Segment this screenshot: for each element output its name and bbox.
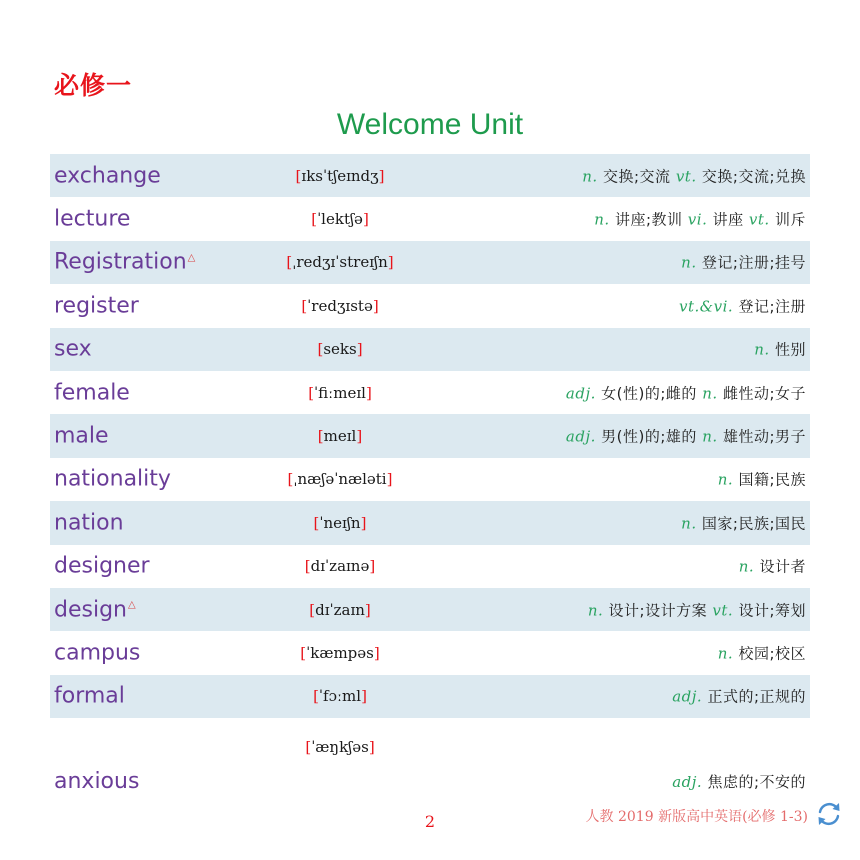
vocab-row <box>50 458 810 501</box>
phonetic <box>300 644 379 662</box>
phonetic-bracket: ] <box>361 687 367 706</box>
phonetic <box>308 384 372 402</box>
definition <box>594 209 806 230</box>
meaning-text: 雄性动;男子 <box>722 427 806 446</box>
triangle-marker-icon: △ <box>127 599 136 611</box>
part-of-speech: n. <box>754 340 770 359</box>
definition <box>566 426 806 447</box>
phonetic-bracket: [ <box>309 600 316 619</box>
phonetic <box>317 340 362 358</box>
meaning-text: 设计;筹划 <box>738 601 806 620</box>
phonetic-text: ˈfiːmeɪl <box>314 383 366 402</box>
part-of-speech: vt. <box>712 601 734 620</box>
phonetic <box>313 687 367 705</box>
phonetic <box>305 557 375 575</box>
phonetic <box>301 297 378 315</box>
part-of-speech: adj. <box>672 773 703 792</box>
vocab-row <box>50 284 810 327</box>
vocab-row <box>50 154 810 197</box>
meaning-text: 交换;交流;兑换 <box>701 167 806 186</box>
meaning-text: 国籍;民族 <box>738 470 806 489</box>
vocab-word <box>54 424 109 449</box>
definition <box>679 295 806 316</box>
part-of-speech: adj. <box>565 427 596 446</box>
meaning-text: 性别 <box>774 340 806 359</box>
phonetic-bracket: ] <box>356 427 363 446</box>
part-of-speech: n. <box>594 210 610 229</box>
phonetic-bracket: [ <box>313 687 319 706</box>
phonetic-bracket: ] <box>373 643 380 662</box>
word-text: nationality <box>54 466 171 492</box>
phonetic <box>314 514 367 532</box>
vocab-row <box>50 588 810 631</box>
vocab-word <box>54 640 140 665</box>
phonetic-bracket: ] <box>362 210 369 229</box>
word-text: nation <box>54 510 124 536</box>
part-of-speech: n. <box>702 384 718 403</box>
phonetic-text: dɪˈzaɪn <box>315 600 365 619</box>
phonetic <box>311 210 369 228</box>
word-text: Registration <box>54 249 187 275</box>
phonetic-text: ˈlektʃə <box>317 210 363 229</box>
word-text: anxious <box>54 769 140 795</box>
vocab-row <box>50 631 810 674</box>
meaning-text: 设计;设计方案 <box>608 601 708 620</box>
phonetic-bracket: [ <box>295 166 302 185</box>
phonetic-text: ˈæŋkʃəs <box>311 738 369 757</box>
definition <box>681 252 806 273</box>
word-text: register <box>54 293 139 319</box>
phonetic-bracket: ] <box>368 738 375 757</box>
phonetic-bracket: [ <box>317 340 324 359</box>
phonetic-bracket: [ <box>301 296 308 315</box>
phonetic-bracket: ] <box>386 470 393 489</box>
phonetic-bracket: ] <box>360 513 367 532</box>
meaning-text: 讲座;教训 <box>614 210 683 229</box>
word-text: lecture <box>54 206 131 232</box>
word-text: male <box>54 423 109 449</box>
part-of-speech: n. <box>582 167 598 186</box>
vocab-row <box>50 197 810 240</box>
vocab-word <box>54 337 92 362</box>
word-text: exchange <box>54 163 161 189</box>
definition <box>566 382 806 403</box>
phonetic-text: ɪksˈtʃeɪndʒ <box>301 166 379 185</box>
part-of-speech: n. <box>681 514 697 533</box>
vocab-row <box>50 675 810 718</box>
vocab-row <box>50 371 810 414</box>
vocab-row <box>50 545 810 588</box>
unit-title: Welcome Unit <box>336 108 524 141</box>
book-title: 必修一 <box>54 71 133 100</box>
phonetic-bracket: [ <box>287 470 294 489</box>
word-text: sex <box>54 336 92 362</box>
phonetic-text: meɪl <box>323 427 357 446</box>
phonetic-bracket: ] <box>372 296 379 315</box>
meaning-text: 正式的;正规的 <box>707 687 806 706</box>
meaning-text: 登记;注册 <box>738 297 806 316</box>
definition <box>588 599 806 620</box>
phonetic-bracket: ] <box>364 600 371 619</box>
word-text: formal <box>54 683 125 709</box>
vocab-word <box>54 510 124 535</box>
vocab-word <box>54 769 139 794</box>
meaning-text: 女(性)的;雌的 <box>601 384 697 403</box>
part-of-speech: adj. <box>672 687 703 706</box>
page-number: 2 <box>424 812 436 831</box>
meaning-text: 男(性)的;雄的 <box>601 427 697 446</box>
word-text: campus <box>54 640 141 666</box>
phonetic-text: ˌnæʃəˈnæləti <box>293 470 387 489</box>
vocab-word <box>54 554 150 579</box>
part-of-speech: n. <box>738 557 755 576</box>
meaning-text: 登记;注册;挂号 <box>701 253 806 272</box>
word-text: designer <box>54 553 150 579</box>
vocab-row <box>50 501 810 544</box>
phonetic <box>286 253 393 271</box>
meaning-text: 国家;民族;国民 <box>701 514 806 533</box>
word-text: female <box>54 380 130 406</box>
phonetic-text: ˈkæmpəs <box>306 643 374 662</box>
phonetic-bracket: [ <box>308 383 315 402</box>
part-of-speech: n. <box>717 470 734 489</box>
vocab-row <box>50 414 810 457</box>
phonetic-bracket: [ <box>286 253 293 272</box>
phonetic-text: seks <box>323 340 357 359</box>
part-of-speech: vt.&vi. <box>678 297 734 316</box>
phonetic-text: dɪˈzaɪnə <box>310 557 370 576</box>
phonetic-bracket: [ <box>311 210 318 229</box>
footer-text: 人教 2019 新版高中英语(必修 1-3) <box>585 809 808 825</box>
vocab-word <box>54 250 195 275</box>
vocab-word <box>54 597 136 622</box>
part-of-speech: vt. <box>748 210 770 229</box>
phonetic <box>288 470 393 488</box>
part-of-speech: n. <box>717 644 734 663</box>
meaning-text: 设计者 <box>759 557 806 576</box>
phonetic-bracket: ] <box>365 383 372 402</box>
phonetic-bracket: ] <box>387 253 394 272</box>
definition <box>718 642 806 663</box>
meaning-text: 交换;交流 <box>602 167 671 186</box>
phonetic-bracket: [ <box>313 513 320 532</box>
vocab-word <box>54 293 139 318</box>
phonetic-bracket: ] <box>378 166 385 185</box>
part-of-speech: adj. <box>565 384 596 403</box>
phonetic-bracket: ] <box>356 340 363 359</box>
phonetic-text: ˈneɪʃn <box>319 513 361 532</box>
meaning-text: 校园;校区 <box>738 644 806 663</box>
vocab-word <box>54 684 125 709</box>
phonetic <box>305 738 374 756</box>
meaning-text: 焦虑的;不安的 <box>707 773 806 792</box>
vocab-row <box>50 718 810 808</box>
vocab-word <box>54 380 130 405</box>
meaning-text: 雌性动;女子 <box>722 384 806 403</box>
definition <box>754 339 806 360</box>
phonetic-text: ˈfɔːml <box>318 687 362 706</box>
vocab-row <box>50 241 810 284</box>
meaning-text: 训斥 <box>774 210 806 229</box>
phonetic-bracket: ] <box>369 557 376 576</box>
phonetic <box>309 601 371 619</box>
refresh-icon[interactable] <box>814 799 844 829</box>
vocab-word <box>54 467 171 492</box>
vocabulary-list <box>50 154 810 808</box>
part-of-speech: n. <box>681 253 697 272</box>
part-of-speech: vt. <box>675 167 697 186</box>
word-text: design <box>54 597 127 623</box>
definition <box>672 771 806 792</box>
part-of-speech: n. <box>702 427 718 446</box>
vocab-row <box>50 328 810 371</box>
part-of-speech: vi. <box>687 210 708 229</box>
phonetic <box>318 427 362 445</box>
triangle-marker-icon: △ <box>187 252 196 264</box>
meaning-text: 讲座 <box>712 210 744 229</box>
phonetic-text: ˈredʒɪstə <box>307 296 373 315</box>
phonetic-bracket: [ <box>300 643 307 662</box>
phonetic-text: ˌredʒɪˈstreɪʃn <box>292 253 388 272</box>
definition <box>681 512 806 533</box>
phonetic-bracket: [ <box>304 557 311 576</box>
definition <box>672 686 806 707</box>
definition <box>718 469 806 490</box>
phonetic <box>296 167 385 185</box>
definition <box>739 556 806 577</box>
vocab-word <box>54 163 161 188</box>
vocab-word <box>54 207 130 232</box>
part-of-speech: n. <box>587 601 604 620</box>
phonetic-bracket: [ <box>317 427 324 446</box>
definition <box>582 165 806 186</box>
phonetic-bracket: [ <box>305 738 312 757</box>
